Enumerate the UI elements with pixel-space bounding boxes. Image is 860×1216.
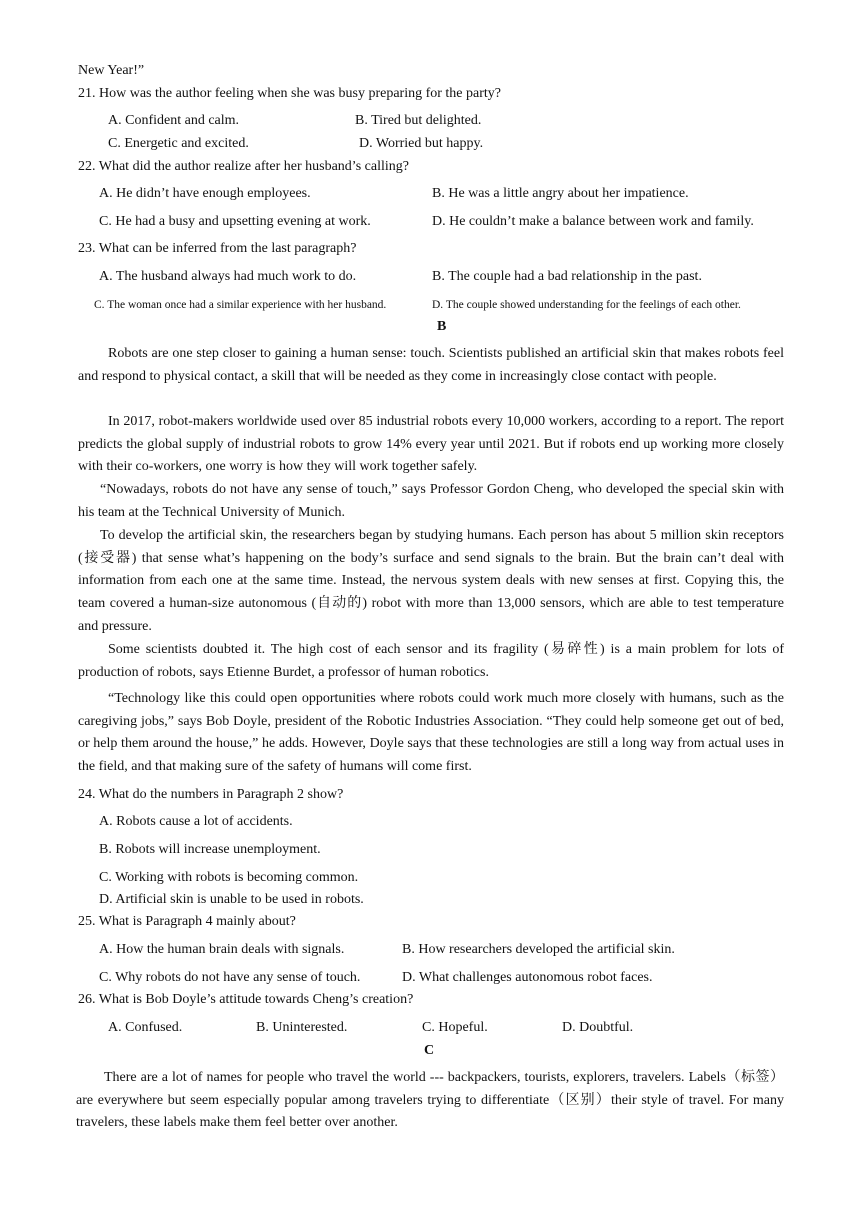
q21-option-a: A. Confident and calm. xyxy=(108,113,240,128)
q22-option-a: A. He didn’t have enough employees. xyxy=(99,186,311,201)
q22-option-c: C. He had a busy and upsetting evening at work. xyxy=(99,214,371,229)
question-22: 22. What did the author realize after her husband’s calling? xyxy=(78,159,409,174)
q21-option-b: B. Tired but delighted. xyxy=(355,113,482,128)
passage-c-paragraph-1: There are a lot of names for people who travel the world --- backpackers, tourists, explorers, travelers. Labels（标签）are everywhere but seem especially popular among travelers trying to differentiate（区别）their style of travel. For many travelers, these labels make them feel better over another. xyxy=(76,1070,784,1131)
q23-option-d: D. The couple showed understanding for the feelings of each other. xyxy=(432,299,741,311)
q23-option-c: C. The woman once had a similar experience with her husband. xyxy=(94,299,387,311)
q25-option-b: B. How researchers developed the artificial skin. xyxy=(402,942,675,957)
q24-option-d: D. Artificial skin is unable to be used in robots. xyxy=(99,892,364,907)
question-24: 24. What do the numbers in Paragraph 2 show? xyxy=(78,787,344,802)
q22-option-d: D. He couldn’t make a balance between work and family. xyxy=(432,214,754,229)
q26-option-b: B. Uninterested. xyxy=(256,1020,348,1035)
question-26: 26. What is Bob Doyle’s attitude towards Cheng’s creation? xyxy=(78,992,414,1007)
passage-b-paragraph-5: Some scientists doubted it. The high cost of each sensor and its fragility (易碎性) is a main problem for lots of production of robots, says Etienne Burdet, a professor of human robotics. xyxy=(78,642,784,680)
q25-option-d: D. What challenges autonomous robot faces. xyxy=(402,970,653,985)
continued-text: New Year!” xyxy=(78,63,145,78)
question-23: 23. What can be inferred from the last paragraph? xyxy=(78,241,357,256)
q23-option-b: B. The couple had a bad relationship in the past. xyxy=(432,269,702,284)
passage-b-paragraph-3: “Nowadays, robots do not have any sense of touch,” says Professor Gordon Cheng, who developed the special skin with his team at the Technical University of Munich. xyxy=(78,482,784,520)
question-25: 25. What is Paragraph 4 mainly about? xyxy=(78,914,296,929)
question-21: 21. How was the author feeling when she was busy preparing for the party? xyxy=(78,86,501,101)
passage-b-paragraph-2: In 2017, robot-makers worldwide used over 85 industrial robots every 10,000 workers, according to a report. The report predicts the global supply of industrial robots to grow 14% every year until 2021. But if robots end up working more closely with their co-workers, one worry is how they will work together safely. xyxy=(78,414,784,475)
q24-option-a: A. Robots cause a lot of accidents. xyxy=(99,814,293,829)
q25-option-c: C. Why robots do not have any sense of touch. xyxy=(99,970,361,985)
q26-option-c: C. Hopeful. xyxy=(422,1020,488,1035)
section-b-heading: B xyxy=(437,319,447,334)
passage-b-paragraph-1: Robots are one step closer to gaining a human sense: touch. Scientists published an artificial skin that makes robots feel and respond to physical contact, a skill that will be needed as they come in increasingly close contact with people. xyxy=(78,346,784,384)
q24-option-b: B. Robots will increase unemployment. xyxy=(99,842,321,857)
q26-option-a: A. Confused. xyxy=(108,1020,183,1035)
q22-option-b: B. He was a little angry about her impatience. xyxy=(432,186,689,201)
q25-option-a: A. How the human brain deals with signals. xyxy=(99,942,345,957)
q21-option-c: C. Energetic and excited. xyxy=(108,136,249,151)
passage-b-paragraph-4: To develop the artificial skin, the researchers began by studying humans. Each person has about 5 million skin receptors (接受器) that sense what’s happening on the body’s surface and send signals to the brain. But the brain can’t deal with information from each one at the same time. Instead, the nervous system deals with new senses at first. Copying this, the team covered a human-size autonomous (自动的) robot with more than 13,000 sensors, which are able to test temperature and pressure. xyxy=(78,528,784,634)
q26-option-d: D. Doubtful. xyxy=(562,1020,634,1035)
q24-option-c: C. Working with robots is becoming common. xyxy=(99,870,359,885)
passage-b-paragraph-6: “Technology like this could open opportunities where robots could work much more closely with humans, such as the caregiving jobs,” says Bob Doyle, president of the Robotic Industries Association. “They could help someone get out of bed, or help them around the house,” he adds. However, Doyle says that these technologies are still a long way from actual uses in the field, and that making sure of the safety of humans will come first. xyxy=(78,691,784,775)
section-c-heading: C xyxy=(424,1043,435,1058)
q21-option-d: D. Worried but happy. xyxy=(359,136,484,151)
q23-option-a: A. The husband always had much work to do. xyxy=(99,269,357,284)
